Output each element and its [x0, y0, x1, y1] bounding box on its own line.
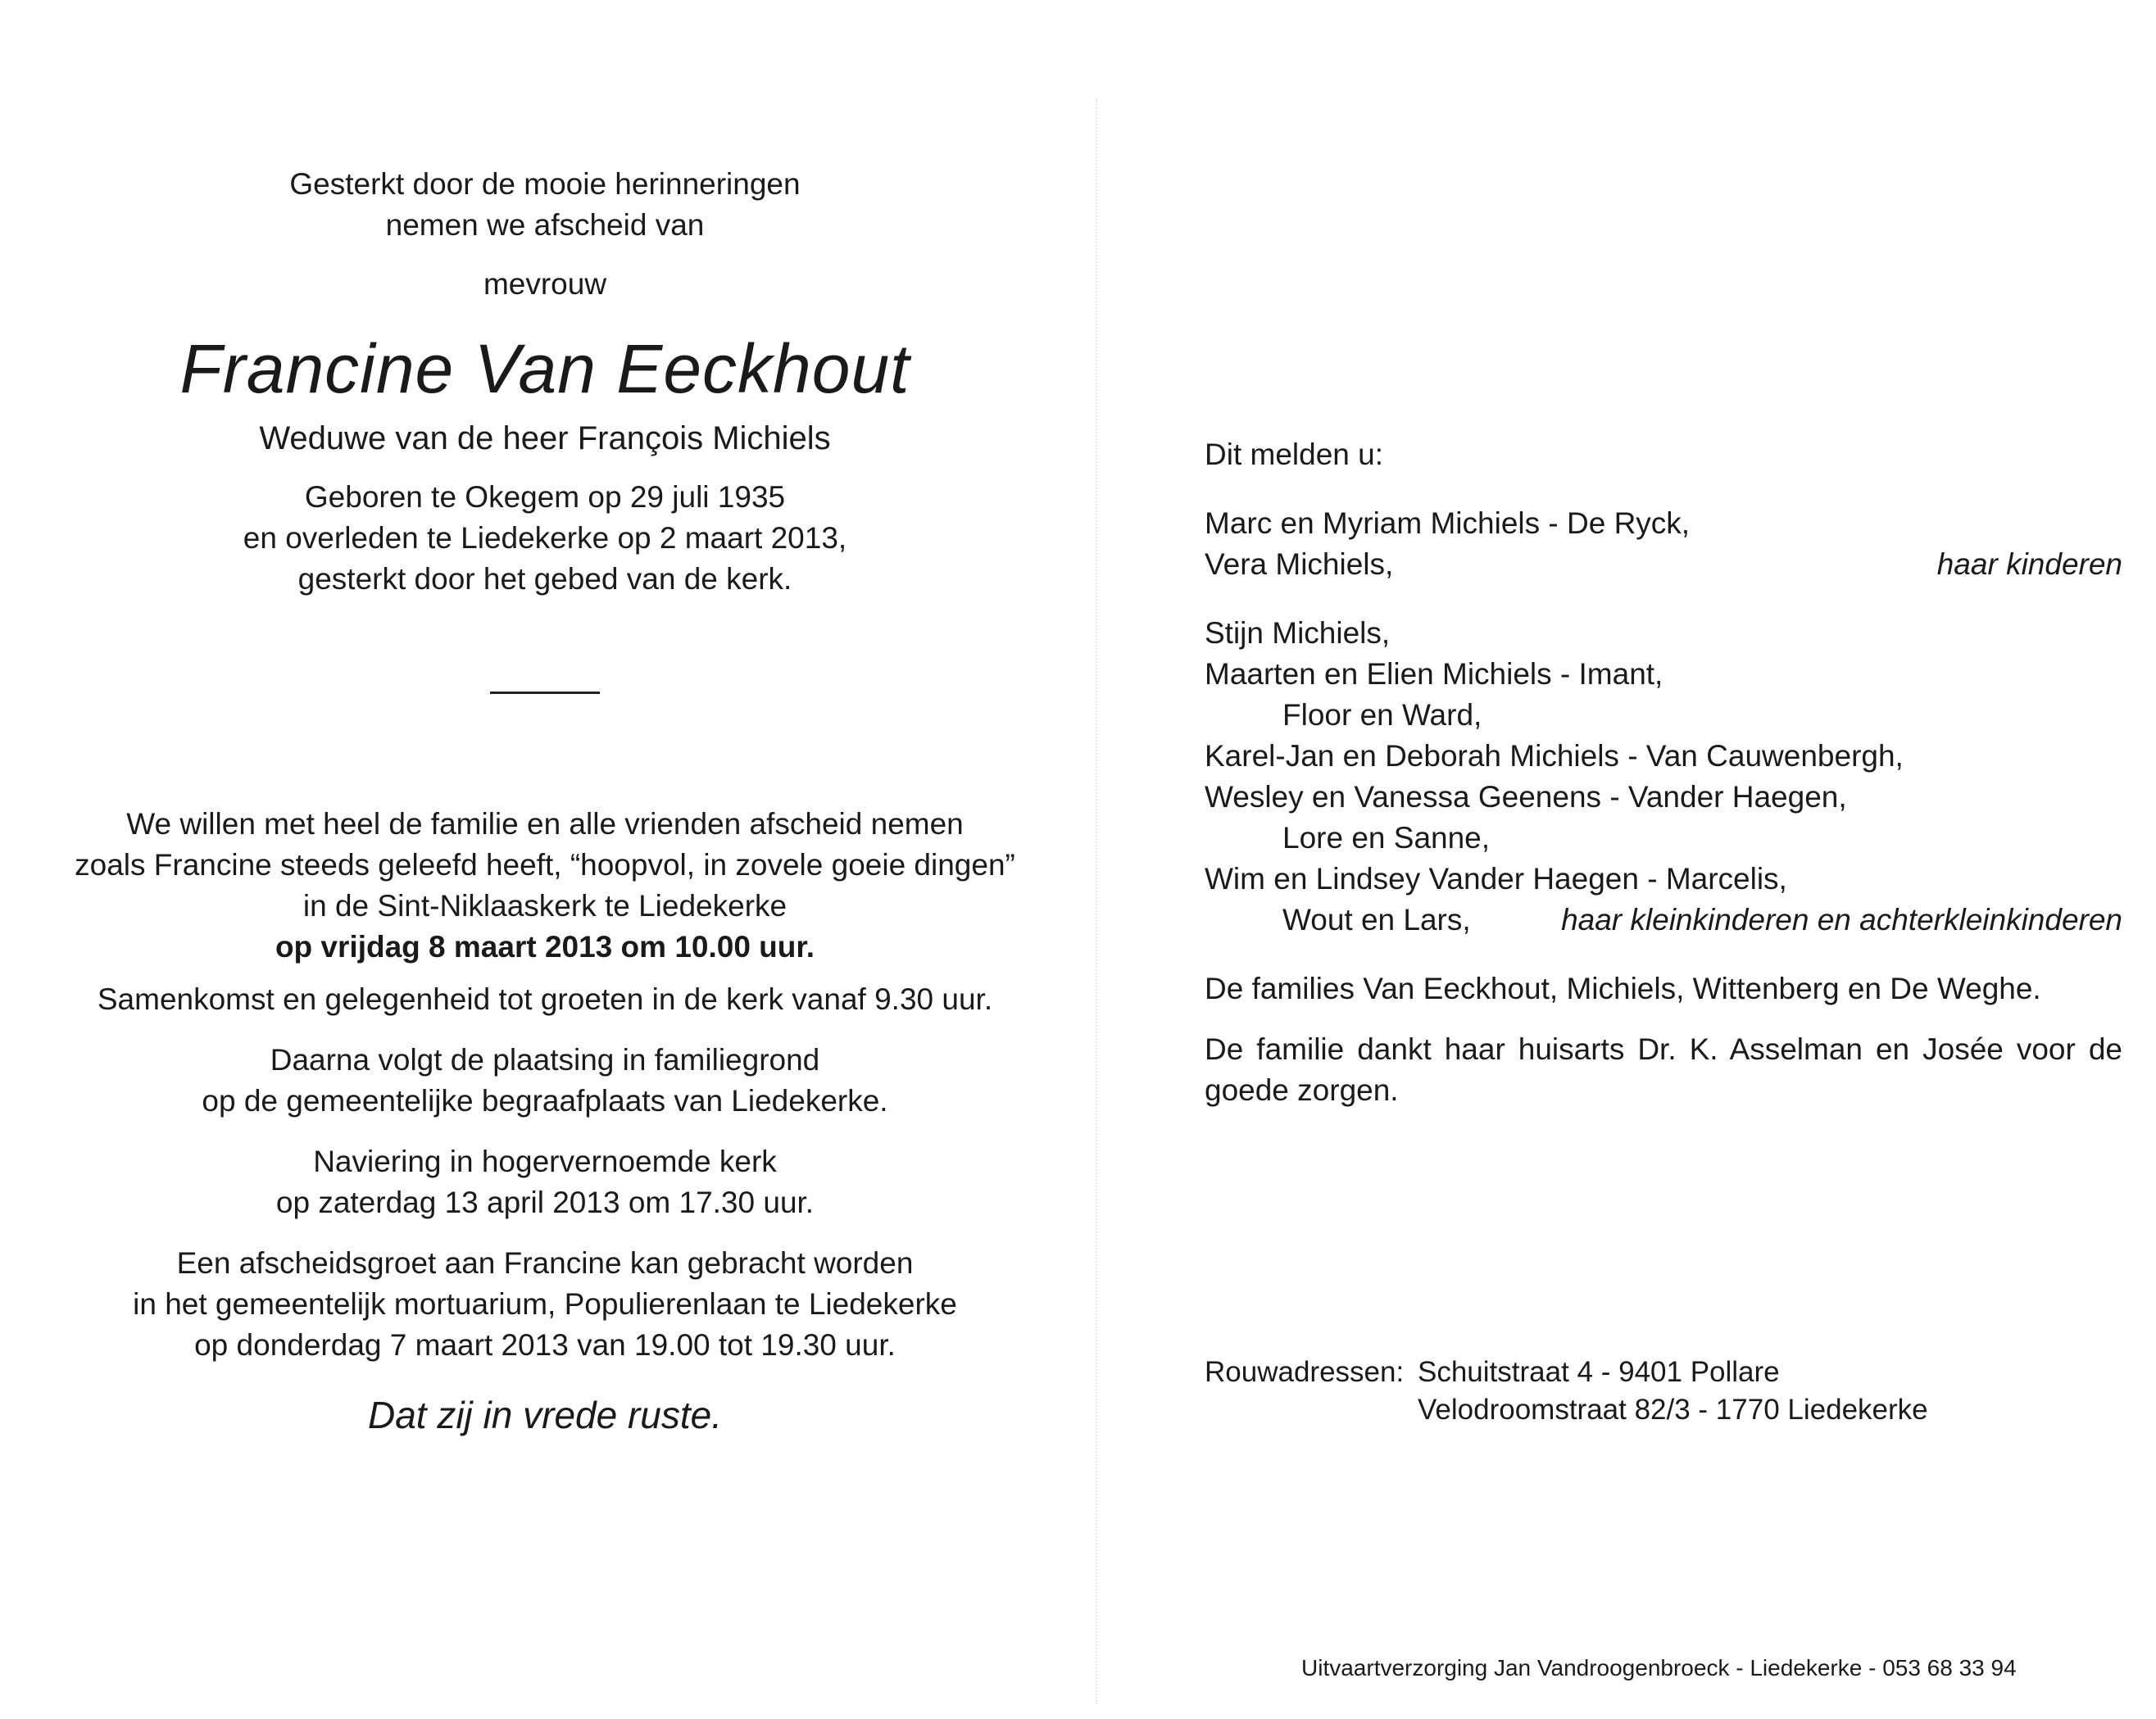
thanks-paragraph: De familie dankt haar huisarts Dr. K. Asselman en Josée voor de goede zorgen. — [1205, 1032, 2122, 1107]
burial-line-2: op de gemeentelijke begraafplaats van Liedekerke. — [202, 1084, 888, 1118]
service-date: op vrijdag 8 maart 2013 om 10.00 uur. — [275, 930, 815, 964]
birth-line: Geboren te Okegem op 29 juli 1935 — [304, 480, 786, 514]
address-row-1 — [1205, 1354, 2024, 1391]
after-line-2: op zaterdag 13 april 2013 om 17.30 uur. — [275, 1186, 815, 1219]
after-block — [33, 1141, 1057, 1223]
announce-line: Dit melden u: — [1205, 438, 1383, 471]
undertaker-footer: Uitvaartverzorging Jan Vandroogenbroeck - Liedekerke - 053 68 33 94 — [1301, 1655, 2017, 1680]
service-line-1: We willen met heel de familie en alle vrienden afscheid nemen — [126, 807, 964, 841]
addresses-label: Rouwadressen: — [1205, 1356, 1405, 1388]
grandchildren-tag: haar kleinkinderen en achterkleinkinderen — [1561, 903, 2122, 937]
grandchild-line-3: Floor en Ward, — [1282, 698, 1482, 732]
addresses-block — [1205, 1354, 2024, 1429]
farewell-line-2: in het gemeentelijk mortuarium, Populierenlaan te Liedekerke — [133, 1287, 957, 1321]
grandchild-line-7: Wim en Lindsey Vander Haegen - Marcelis, — [1205, 862, 1787, 896]
divider-rule — [490, 692, 600, 694]
intro-line-1: Gesterkt door de mooie herinneringen — [289, 167, 801, 201]
service-block — [33, 804, 1057, 968]
address-2: Velodroomstraat 82/3 - 1770 Liedekerke — [1418, 1394, 1928, 1426]
closing-line: Dat zij in vrede ruste. — [367, 1394, 723, 1436]
widow-line: Weduwe van de heer François Michiels — [259, 420, 831, 456]
children-tag: haar kinderen — [1936, 547, 2122, 581]
right-panel — [1205, 434, 2122, 1111]
farewell-line-1: Een afscheidsgroet aan Francine kan gebracht worden — [176, 1246, 914, 1280]
families-line: De families Van Eeckhout, Michiels, Wittenberg en De Weghe. — [1205, 972, 2041, 1005]
address-1: Schuitstraat 4 - 9401 Pollare — [1418, 1356, 1780, 1388]
burial-line-1: Daarna volgt de plaatsing in familiegrond — [270, 1043, 820, 1077]
left-panel — [33, 164, 1057, 1440]
service-line-3: in de Sint-Niklaaskerk te Liedekerke — [302, 889, 788, 923]
child-1: Marc en Myriam Michiels - De Ryck, — [1205, 506, 1691, 540]
child-2-row — [1205, 544, 2122, 585]
after-line-1: Naviering in hogervernoemde kerk — [313, 1145, 777, 1178]
gathering-line: Samenkomst en gelegenheid tot groeten in de kerk vanaf 9.30 uur. — [97, 982, 993, 1016]
intro-line-2: nemen we afscheid van — [385, 208, 705, 242]
grandchild-line-1: Stijn Michiels, — [1205, 616, 1391, 650]
honorific: mevrouw — [483, 267, 607, 301]
grandchild-line-2: Maarten en Elien Michiels - Imant, — [1205, 657, 1664, 691]
death-line: en overleden te Liedekerke op 2 maart 2013, — [243, 521, 847, 555]
deceased-name: Francine Van Eeckhout — [179, 330, 910, 407]
church-line: gesterkt door het gebed van de kerk. — [297, 562, 792, 596]
grandchild-line-8: Wout en Lars, — [1282, 903, 1471, 937]
grandchild-line-5: Wesley en Vanessa Geenens - Vander Haegen, — [1205, 780, 1847, 814]
address-row-2 — [1205, 1391, 2024, 1429]
grandchildren-block — [1205, 613, 2122, 941]
grandchild-line-4: Karel-Jan en Deborah Michiels - Van Cauwenbergh, — [1205, 739, 1904, 773]
farewell-line-3: op donderdag 7 maart 2013 van 19.00 tot 19.30 uur. — [194, 1328, 896, 1362]
children-block — [1205, 503, 2122, 585]
fold-line — [1096, 98, 1097, 1704]
life-block — [33, 477, 1057, 600]
grandchild-line-6: Lore en Sanne, — [1282, 821, 1491, 855]
grandchild-line-8-row — [1205, 900, 2122, 941]
service-line-2: zoals Francine steeds geleefd heeft, “hoopvol, in zovele goeie dingen” — [75, 848, 1015, 882]
burial-block — [33, 1040, 1057, 1122]
farewell-block — [33, 1243, 1057, 1366]
child-2: Vera Michiels, — [1205, 547, 1394, 581]
